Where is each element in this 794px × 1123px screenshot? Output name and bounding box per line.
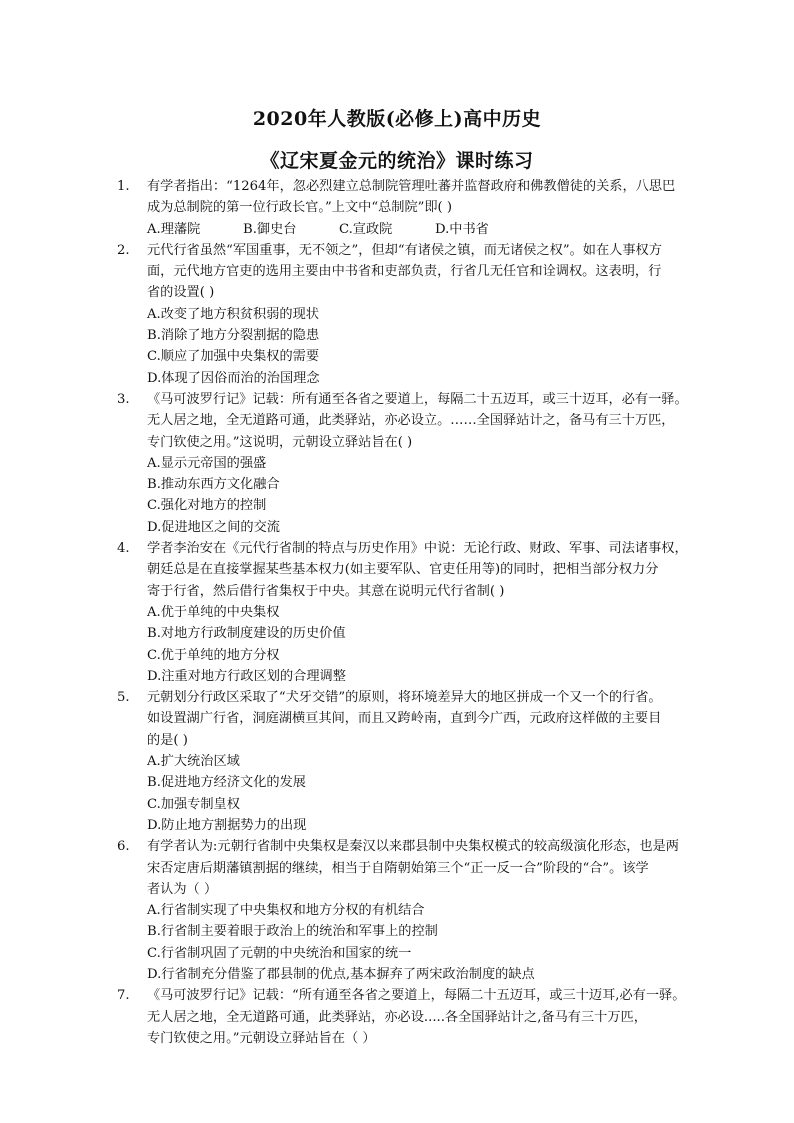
question-text-line: 者认为（ ） (147, 881, 218, 897)
question-text-line: 元代行省虽然“军国重事，无不领之”，但却“有诸侯之镇，而无诸侯之权”。如在人事权方 (147, 242, 662, 258)
question-text-line: 的是( ) (147, 732, 188, 748)
question-text-line: 元朝划分行政区采取了“犬牙交错”的原则，将环境差异大的地区拼成一个又一个的行省。 (147, 690, 662, 706)
question-text-line: 寄于行省，然后借行省集权于中央。其意在说明元代行省制( ) (147, 583, 505, 599)
option-c[interactable]: C.行省制巩固了元朝的中央统治和国家的统一 (147, 945, 412, 961)
question-number: 5. (117, 690, 130, 706)
question-number: 2. (117, 242, 130, 258)
option-a[interactable]: A.理藩院 (147, 221, 201, 237)
question-list (117, 176, 707, 1049)
option-b[interactable]: B.消除了地方分裂割据的隐患 (147, 328, 320, 344)
option-a[interactable]: A.扩大统治区域 (147, 754, 240, 770)
option-d[interactable]: D.防止地方割据势力的出现 (147, 817, 307, 833)
options-row (117, 219, 707, 240)
option-b[interactable]: B.推动东西方文化融合 (147, 477, 280, 493)
option-c[interactable]: C.加强专制皇权 (147, 796, 240, 812)
option-a[interactable]: A.显示元帝国的强盛 (147, 455, 267, 471)
question-text-line: 无人居之地，全无道路可通，此类驿站，亦必设立。……全国驿站计之，备马有三十万匹， (147, 413, 675, 429)
option-a[interactable]: A.行省制实现了中央集权和地方分权的有机结合 (147, 903, 425, 919)
option-d[interactable]: D.促进地区之间的交流 (147, 519, 280, 535)
option-b[interactable]: B.对地方行政制度建设的历史价值 (147, 626, 346, 642)
option-d[interactable]: D.中书省 (435, 221, 489, 237)
question-text-line: 省的设置( ) (147, 285, 215, 301)
question-text-line: 有学者指出：“1264年，忽必烈建立总制院管理吐蕃并监督政府和佛教僧徒的关系，八思巴 (147, 179, 676, 194)
question-5 (117, 687, 707, 836)
question-text-line: 有学者认为:元朝行省制中央集权是秦汉以来郡县制中央集权模式的较高级演化形态，也是两 (147, 839, 679, 855)
option-c[interactable]: C.宣政院 (339, 221, 393, 237)
option-d[interactable]: D.体现了因俗而治的治国理念 (147, 370, 320, 386)
option-c[interactable]: C.顺应了加强中央集权的需要 (147, 349, 320, 365)
option-b[interactable]: B.促进地方经济文化的发展 (147, 775, 306, 791)
question-text-line: 宋否定唐后期藩镇割据的继续，相当于自隋朝始第三个“正一反一合”阶段的“合”。该学 (147, 860, 649, 876)
question-text-line: 朝廷总是在直接掌握某些基本权力(如主要军队、官吏任用等)的同时，把相当部分权力分 (147, 562, 659, 578)
question-text-line: 成为总制院的第一位行政长官。”上文中“总制院”即( ) (147, 200, 453, 216)
question-1 (117, 176, 707, 240)
question-4 (117, 538, 707, 687)
question-number: 6. (117, 839, 130, 855)
question-3 (117, 389, 707, 538)
question-text-line: 《马可波罗行记》记载：“所有通至各省之要道上，每隔二十五迈耳，或三十迈耳,必有一驿。 (147, 988, 686, 1004)
question-6 (117, 836, 707, 985)
question-text-line: 专门钦使之用。”元朝设立驿站旨在（ ） (147, 1030, 376, 1046)
question-text-line: 学者李治安在《元代行省制的特点与历史作用》中说：无论行政、财政、军事、司法诸事权， (147, 541, 688, 557)
question-number: 4. (117, 541, 130, 557)
document-title: 2020年人教版(必修上)高中历史 (252, 108, 542, 130)
option-a[interactable]: A.优于单纯的中央集权 (147, 604, 280, 620)
option-c[interactable]: C.优于单纯的地方分权 (147, 647, 280, 663)
option-d[interactable]: D.行省制充分借鉴了郡县制的优点,基本摒弃了两宋政治制度的缺点 (147, 966, 535, 982)
option-b[interactable]: B.行省制主要着眼于政治上的统治和军事上的控制 (147, 924, 438, 940)
question-text-line: 专门钦使之用。”这说明，元朝设立驿站旨在( ) (147, 434, 413, 450)
document-subtitle: 《辽宋夏金元的统治》课时练习 (260, 150, 534, 172)
option-a[interactable]: A.改变了地方积贫积弱的现状 (147, 306, 319, 322)
option-c[interactable]: C.强化对地方的控制 (147, 498, 267, 514)
question-number: 3. (117, 391, 130, 407)
question-2 (117, 240, 707, 389)
question-7 (117, 985, 707, 1049)
question-text-line: 如设置湖广行省，洞庭湖横亘其间，而且又跨岭南，直到今广西，元政府这样做的主要目 (147, 711, 662, 727)
option-b[interactable]: B.御史台 (243, 221, 297, 237)
question-text-line: 面，元代地方官吏的选用主要由中书省和吏部负责，行省几无任官和诠调权。这表明，行 (147, 264, 662, 280)
option-d[interactable]: D.注重对地方行政区划的合理调整 (147, 668, 346, 684)
question-number: 7. (117, 988, 130, 1004)
question-text-line: 《马可波罗行记》记载：所有通至各省之要道上，每隔二十五迈耳，或三十迈耳，必有一驿。 (147, 391, 688, 407)
question-number: 1. (117, 179, 130, 194)
question-text-line: 无人居之地，全无道路可通，此类驿站，亦必设.....各全国驿站计之,备马有三十万匹， (147, 1009, 647, 1025)
